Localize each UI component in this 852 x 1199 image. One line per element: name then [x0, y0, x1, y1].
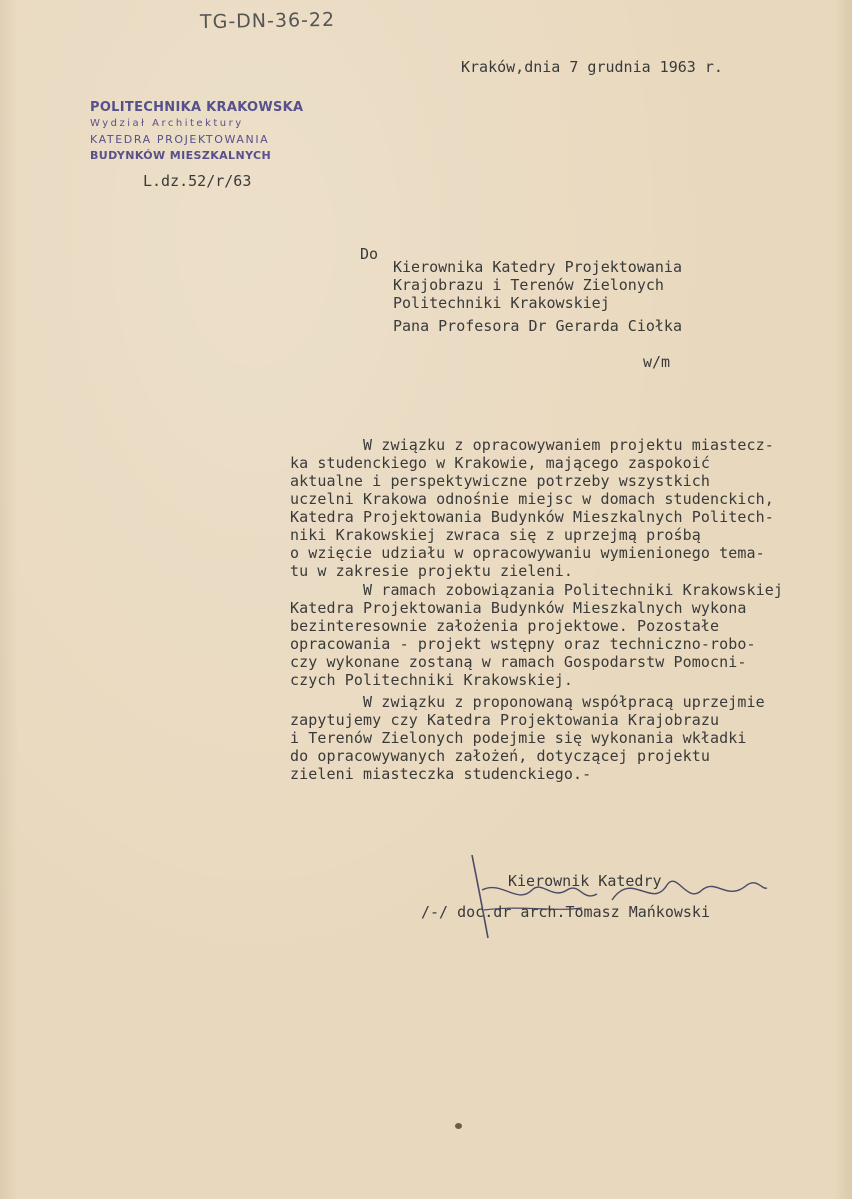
- stamp-line-department: KATEDRA PROJEKTOWANIA: [90, 133, 270, 146]
- signature-name: /-/ doc.dr arch.Tomasz Mańkowski: [421, 903, 710, 921]
- handwritten-signature-icon: [462, 850, 772, 945]
- stamp-line-faculty: Wydział Architektury: [90, 118, 244, 129]
- signature-title: Kierownik Katedry: [508, 872, 662, 890]
- stamp-line-department-2: BUDYNKÓW MIESZKALNYCH: [90, 149, 272, 162]
- recipient-location: w/m: [643, 353, 671, 371]
- institution-stamp: [90, 100, 310, 164]
- paper-mark: [455, 1123, 462, 1129]
- body-paragraph-2: W ramach zobowiązania Politechniki Krakowskiej Katedra Projektowania Budynków Mieszkalnych wykona bezinteresownie założenia projektowe. Pozostałe opracowania - projekt wstępny oraz techniczno-robo- czy wykonane zostaną w ramach Gospodarstw Pomocni- czych Politechniki Krakowskiej.: [290, 581, 784, 689]
- archive-id-handwritten: TG-DN-36-22: [199, 8, 336, 34]
- date-line: Kraków,dnia 7 grudnia 1963 r.: [461, 58, 723, 76]
- recipient-to: Do: [360, 245, 379, 263]
- recipient-lines: Kierownika Katedry Projektowania Krajobrazu i Terenów Zielonych Politechniki Krakowskiej: [393, 258, 682, 312]
- stamp-line-university: POLITECHNIKA KRAKOWSKA: [90, 100, 304, 115]
- body-paragraph-3: W związku z proponowaną współpracą uprzejmie zapytujemy czy Katedra Projektowania Krajobrazu i Terenów Zielonych podejmie się wykonania wkładki do opracowywanych założeń, dotyczącej projektu zieleni miasteczka studenckiego.-: [290, 693, 765, 783]
- reference-number: L.dz.52/r/63: [143, 172, 252, 190]
- body-paragraph-1: W związku z opracowywaniem projektu miastecz- ka studenckiego w Krakowie, mającego zaspokoić aktualne i perspektywiczne potrzeby wszystkich uczelni Krakowa odnośnie miejsc w domach studenckich, Katedra Projektowania Budynków Mieszkalnych Politech- niki Krakowskiej zwraca się z uprzejmą prośbą o wzięcie udziału w opracowywaniu wymienionego tema- tu w zakresie projektu zieleni.: [290, 436, 774, 580]
- recipient-name: Pana Profesora Dr Gerarda Ciołka: [393, 317, 682, 335]
